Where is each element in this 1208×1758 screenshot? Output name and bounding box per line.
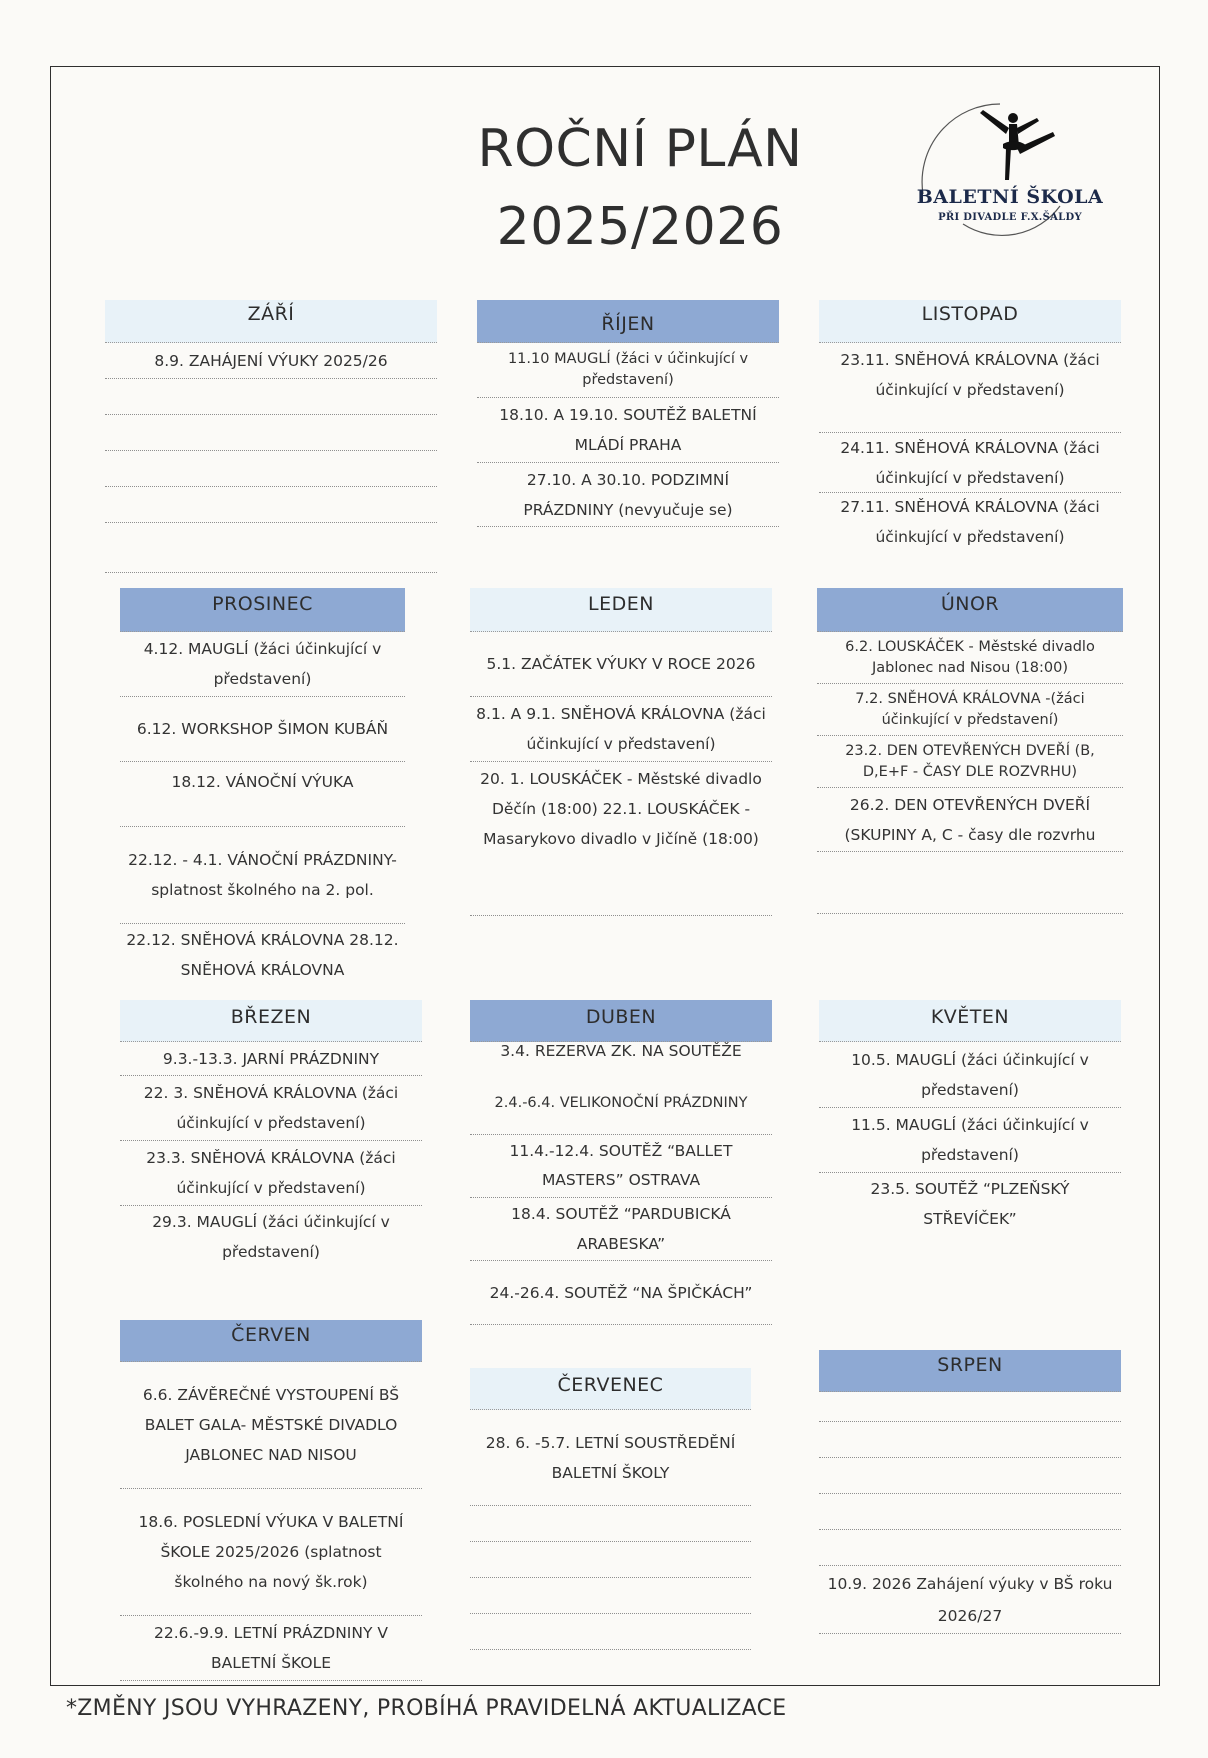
logo-subtitle: PŘI DIVADLE F.X.ŠALDY [938,212,1082,223]
list-item [105,379,437,415]
list-item: 11.4.-12.4. SOUTĚŽ “BALLET MASTERS” OSTRAVA [470,1135,772,1198]
list-item [819,1530,1121,1566]
list-item: 26.2. DEN OTEVŘENÝCH DVEŘÍ (SKUPINY A, C - časy dle rozvrhu [817,788,1123,852]
month-listopad [819,300,1121,551]
list-item: 20. 1. LOUSKÁČEK - Městské divadlo Děčín (18:00) 22.1. LOUSKÁČEK - Masarykovo divadlo v Jičíně (18:00) [470,762,772,916]
month-kveten [819,1000,1121,1235]
list-item: 24.-26.4. SOUTĚŽ “NA ŠPIČKÁCH” [470,1261,772,1325]
list-item [819,1494,1121,1530]
list-item: 22.6.-9.9. LETNÍ PRÁZDNINY V BALETNÍ ŠKOLE [120,1616,422,1681]
month-cervenec [470,1368,751,1650]
month-header: DUBEN [470,1000,772,1042]
list-item [819,1458,1121,1494]
month-header: ČERVENEC [470,1368,751,1410]
list-item: 6.2. LOUSKÁČEK - Městské divadlo Jablonec nad Nisou (18:00) [817,632,1123,684]
month-rijen [477,300,779,527]
month-header: ŘÍJEN [477,300,779,343]
list-item: 18.6. POSLEDNÍ VÝUKA V BALETNÍ ŠKOLE 2025/2026 (splatnost školného na nový šk.rok) [120,1489,422,1616]
list-item: 6.6. ZÁVĚREČNÉ VYSTOUPENÍ BŠ BALET GALA- MĚSTSKÉ DIVADLO JABLONEC NAD NISOU [120,1362,422,1489]
month-unor [817,588,1123,914]
month-zari [105,300,437,573]
month-header: ÚNOR [817,588,1123,632]
month-header: ČERVEN [120,1320,422,1362]
title-line-2: 2025/2026 [496,197,784,257]
list-item [470,1542,751,1578]
list-item: 7.2. SNĚHOVÁ KRÁLOVNA -(žáci účinkující v představení) [817,684,1123,736]
list-item: 23.11. SNĚHOVÁ KRÁLOVNA (žáci účinkující v představení) [819,343,1121,433]
footnote: *ZMĚNY JSOU VYHRAZENY, PROBÍHÁ PRAVIDELNÁ AKTUALIZACE [66,1696,787,1721]
list-item: 4.12. MAUGLÍ (žáci účinkující v představení) [120,632,405,697]
title-line-1: ROČNÍ PLÁN [477,119,803,179]
list-item [470,1578,751,1614]
school-logo [905,98,1115,273]
month-header: ZÁŘÍ [105,300,437,343]
month-duben [470,1000,772,1325]
list-item: 11.10 MAUGLÍ (žáci v účinkující v představení) [477,343,779,398]
list-item: 10.5. MAUGLÍ (žáci účinkující v představení) [819,1042,1121,1108]
month-header: SRPEN [819,1350,1121,1392]
logo-name: BALETNÍ ŠKOLA [916,186,1104,208]
month-leden [470,588,772,916]
page-title [440,110,840,266]
list-item: 22.12. SNĚHOVÁ KRÁLOVNA 28.12. SNĚHOVÁ KRÁLOVNA [126,931,399,979]
month-header: KVĚTEN [819,1000,1121,1042]
list-item: 18.4. SOUTĚŽ “PARDUBICKÁ ARABESKA” [470,1198,772,1261]
list-item: 10.9. 2026 Zahájení výuky v BŠ roku 2026/27 [819,1566,1121,1634]
list-item [819,1392,1121,1422]
list-item: 8.1. A 9.1. SNĚHOVÁ KRÁLOVNA (žáci účinkující v představení) [470,697,772,762]
month-prosinec [120,588,405,986]
month-header: PROSINEC [120,588,405,632]
list-item: 6.12. WORKSHOP ŠIMON KUBÁŇ [120,697,405,762]
list-item: 24.11. SNĚHOVÁ KRÁLOVNA (žáci účinkující v představení) [819,433,1121,493]
list-item [470,1614,751,1650]
list-item: 11.5. MAUGLÍ (žáci účinkující v představení) [819,1108,1121,1173]
month-brezen [120,1000,422,1268]
list-item [819,1422,1121,1458]
list-item: 23.2. DEN OTEVŘENÝCH DVEŘÍ (B, D,E+F - ČASY DLE ROZVRHU) [817,736,1123,788]
list-item: 28. 6. -5.7. LETNÍ SOUSTŘEDĚNÍ BALETNÍ ŠKOLY [470,1410,751,1506]
list-item: 18.10. A 19.10. SOUTĚŽ BALETNÍ MLÁDÍ PRAHA [477,398,779,463]
list-item [105,451,437,487]
list-item: 18.12. VÁNOČNÍ VÝUKA [120,762,405,827]
list-item: 5.1. ZAČÁTEK VÝUKY V ROCE 2026 [470,632,772,697]
list-item [817,852,1123,914]
list-item: 29.3. MAUGLÍ (žáci účinkující v představení) [152,1213,390,1261]
list-item: 22.12. - 4.1. VÁNOČNÍ PRÁZDNINY- splatnost školného na 2. pol. [120,827,405,924]
list-item [105,487,437,523]
list-item: 27.11. SNĚHOVÁ KRÁLOVNA (žáci účinkující v představení) [840,498,1100,546]
month-header: LISTOPAD [819,300,1121,343]
month-cerven [120,1320,422,1681]
list-item: 23.5. SOUTĚŽ “PLZEŇSKÝ STŘEVÍČEK” [870,1180,1070,1228]
list-item: 8.9. ZAHÁJENÍ VÝUKY 2025/26 [105,343,437,379]
list-item [470,1506,751,1542]
list-item: 3.4. REZERVA ZK. NA SOUTĚŽE [500,1042,742,1060]
list-item: 22. 3. SNĚHOVÁ KRÁLOVNA (žáci účinkující v představení) [120,1076,422,1141]
list-item: 9.3.-13.3. JARNÍ PRÁZDNINY [120,1042,422,1076]
list-item: 2.4.-6.4. VELIKONOČNÍ PRÁZDNINY [470,1072,772,1135]
list-item: 27.10. A 30.10. PODZIMNÍ PRÁZDNINY (nevyučuje se) [477,463,779,527]
month-srpen [819,1350,1121,1634]
list-item [105,415,437,451]
list-item [105,523,437,573]
month-header: LEDEN [470,588,772,632]
month-header: BŘEZEN [120,1000,422,1042]
list-item: 23.3. SNĚHOVÁ KRÁLOVNA (žáci účinkující v představení) [120,1141,422,1206]
